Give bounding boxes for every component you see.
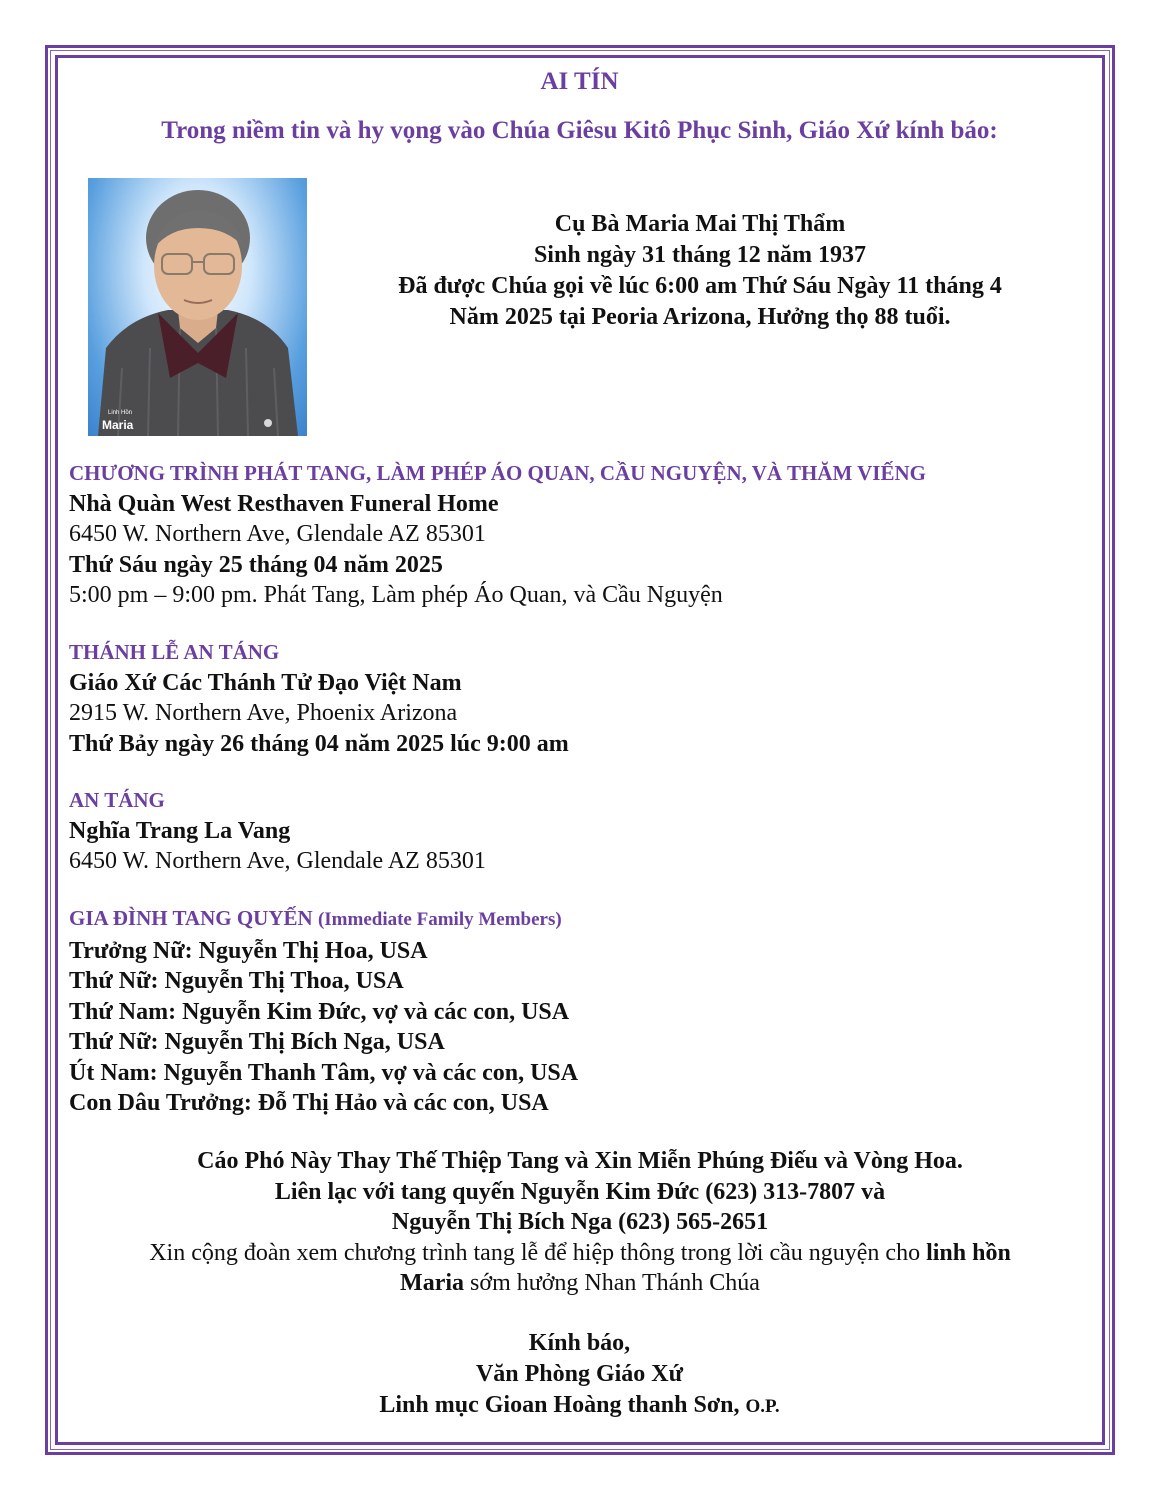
burial-section — [69, 785, 1069, 877]
viewing-address: 6450 W. Northern Ave, Glendale AZ 85301 — [69, 521, 486, 547]
closing-contact-1: Liên lạc với tang quyến Nguyễn Kim Đức (623) 313-7807 và — [274, 1178, 886, 1205]
signature-priest — [0, 1390, 1159, 1422]
viewing-venue: Nhà Quàn West Resthaven Funeral Home — [69, 490, 499, 517]
family-heading-vi: GIA ĐÌNH TANG QUYẾN — [69, 906, 313, 930]
mass-section — [69, 637, 1069, 759]
family-section — [69, 903, 1069, 1119]
viewing-date: Thứ Sáu ngày 25 tháng 04 năm 2025 — [69, 551, 443, 578]
family-heading-en: (Immediate Family Members) — [317, 909, 562, 930]
mass-date: Thứ Bảy ngày 26 tháng 04 năm 2025 lúc 9:00 am — [69, 730, 569, 757]
viewing-schedule: 5:00 pm – 9:00 pm. Phát Tang, Làm phép Áo Quan, và Cầu Nguyện — [69, 582, 723, 608]
page-title: AI TÍN — [540, 68, 619, 95]
portrait-illustration — [88, 178, 307, 436]
mass-address: 2915 W. Northern Ave, Phoenix Arizona — [69, 700, 458, 726]
signature-suffix: O.P. — [745, 1396, 780, 1417]
signature-office: Văn Phòng Giáo Xứ — [475, 1361, 684, 1387]
photo-caption: Maria — [102, 418, 134, 432]
closing-prayer — [70, 1238, 1090, 1269]
closing-contact-2: Nguyễn Thị Bích Nga (623) 565-2651 — [391, 1209, 769, 1235]
family-member: Út Nam: Nguyễn Thanh Tâm, vợ và các con, USA — [69, 1059, 579, 1086]
portrait-photo — [88, 178, 307, 436]
burial-venue: Nghĩa Trang La Vang — [69, 817, 291, 844]
family-member: Con Dâu Trưởng: Đỗ Thị Hảo và các con, USA — [69, 1090, 549, 1116]
family-heading — [69, 903, 1069, 936]
closing-prayer-name: Maria — [400, 1270, 465, 1296]
page-subtitle: Trong niềm tin và hy vọng vào Chúa Giêsu Kitô Phục Sinh, Giáo Xứ kính báo: — [161, 117, 998, 144]
deceased-info — [340, 209, 1060, 333]
closing-prayer-rest: sớm hưởng Nhan Thánh Chúa — [464, 1270, 760, 1296]
burial-heading: AN TÁNG — [69, 788, 165, 812]
closing-prayer-bold: linh hồn — [926, 1239, 1011, 1266]
signature-block — [0, 1328, 1159, 1422]
family-member: Thứ Nữ: Nguyễn Thị Thoa, USA — [69, 968, 404, 994]
family-member: Trưởng Nữ: Nguyễn Thị Hoa, USA — [69, 937, 428, 964]
signature-priest-name: Linh mục Gioan Hoàng thanh Sơn, — [379, 1392, 746, 1418]
viewing-section — [69, 458, 1069, 611]
family-member: Thứ Nam: Nguyễn Kim Đức, vợ và các con, USA — [69, 998, 570, 1025]
closing-section — [70, 1146, 1090, 1299]
family-member: Thứ Nữ: Nguyễn Thị Bích Nga, USA — [69, 1029, 445, 1055]
photo-caption-small: Linh Hồn — [108, 410, 133, 416]
viewing-heading: CHƯƠNG TRÌNH PHÁT TANG, LÀM PHÉP ÁO QUAN, CẦU NGUYỆN, VÀ THĂM VIẾNG — [69, 461, 926, 485]
closing-prayer-end — [70, 1268, 1090, 1299]
signature-greeting: Kính báo, — [528, 1330, 631, 1356]
closing-prayer-text: Xin cộng đoàn xem chương trình tang lễ để hiệp thông trong lời cầu nguyện cho — [149, 1239, 927, 1266]
deceased-age: Năm 2025 tại Peoria Arizona, Hưởng thọ 88 tuổi. — [449, 304, 951, 330]
deceased-death: Đã được Chúa gọi về lúc 6:00 am Thứ Sáu Ngày 11 tháng 4 — [398, 273, 1002, 299]
closing-notice: Cáo Phó Này Thay Thế Thiệp Tang và Xin Miễn Phúng Điếu và Vòng Hoa. — [197, 1148, 963, 1174]
burial-address: 6450 W. Northern Ave, Glendale AZ 85301 — [69, 848, 486, 874]
deceased-name: Cụ Bà Maria Mai Thị Thẩm — [554, 211, 846, 237]
deceased-birth: Sinh ngày 31 tháng 12 năm 1937 — [533, 242, 867, 268]
mass-heading: THÁNH LỄ AN TÁNG — [69, 640, 280, 664]
mass-venue: Giáo Xứ Các Thánh Tử Đạo Việt Nam — [69, 669, 462, 696]
